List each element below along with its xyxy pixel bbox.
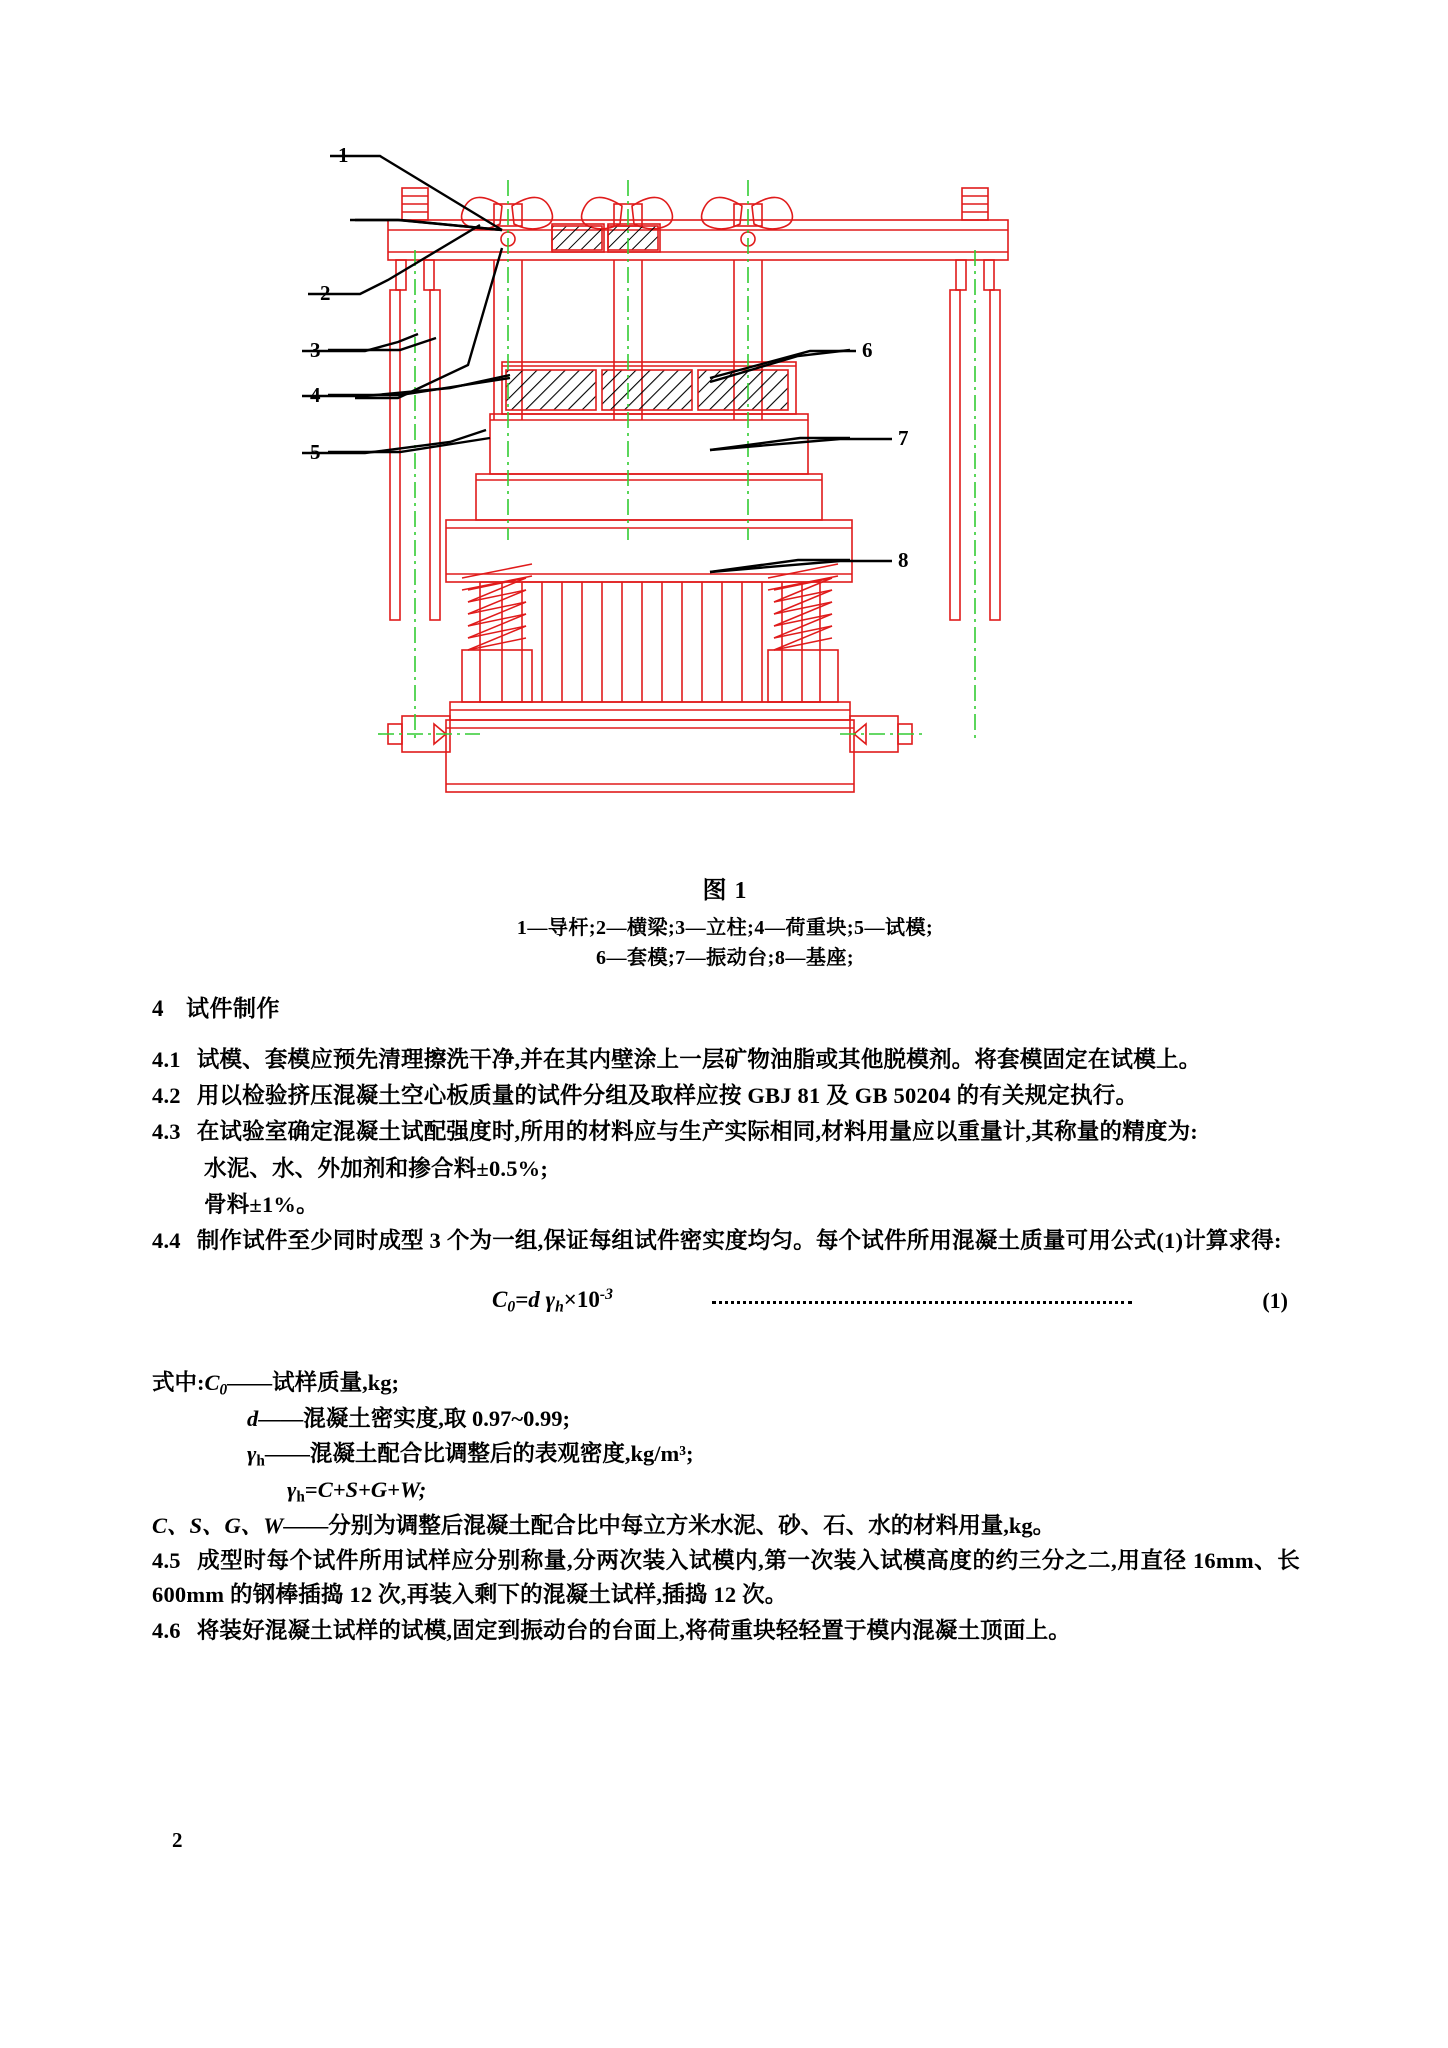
paragraph-number-4-3: 4.3 bbox=[152, 1119, 181, 1145]
figure-title: 图 1 bbox=[702, 878, 748, 904]
paragraph-4-5 bbox=[152, 1544, 1300, 1612]
definition-lead: 式中: bbox=[152, 1370, 205, 1396]
paragraph-text-4-3: 在试验室确定混凝土试配强度时,所用的材料应与生产实际相同,材料用量应以重量计,其称量的精度为: bbox=[196, 1119, 1199, 1145]
figure-legend-line-1: 1—导杆;2—横梁;3—立柱;4—荷重块;5—试模; bbox=[516, 917, 934, 939]
formula-symbol-c-sub: 0 bbox=[507, 1298, 516, 1316]
figure-caption bbox=[150, 870, 1300, 973]
paragraph-number-4-5: 4.5 bbox=[152, 1547, 181, 1573]
paragraph-4-4 bbox=[152, 1224, 1300, 1258]
definition-dash-d: —— bbox=[258, 1406, 304, 1432]
figure-callout-1: 1 bbox=[338, 143, 349, 167]
figure-callout-4: 4 bbox=[310, 383, 321, 407]
definition-symbol-d: d bbox=[247, 1406, 259, 1432]
formula-gamma-sub: h bbox=[555, 1298, 564, 1316]
paragraph-text-4-6: 将装好混凝土试样的试模,固定到振动台的台面上,将荷重块轻轻置于模内混凝土顶面上。 bbox=[196, 1618, 1071, 1644]
paragraph-text-4-4: 制作试件至少同时成型 3 个为一组,保证每组试件密实度均匀。每个试件所用混凝土质量可用公式(1)计算求得: bbox=[196, 1227, 1282, 1253]
page-number: 2 bbox=[172, 1828, 183, 1852]
section-heading bbox=[152, 990, 1300, 1023]
paragraph-4-3 bbox=[152, 1115, 1300, 1149]
paragraph-number-4-6: 4.6 bbox=[152, 1618, 181, 1644]
paragraph-text-4-5: 成型时每个试件所用试样应分别称量,分两次装入试模内,第一次装入试模高度的约三分之二,用直径 16mm、长 600mm 的钢棒插捣 12 次,再装入剩下的混凝土试样,插捣 12 次。 bbox=[152, 1547, 1300, 1608]
paragraph-4-1 bbox=[152, 1043, 1300, 1077]
definition-symbol-csgw: C、S、G、W bbox=[152, 1512, 284, 1538]
definition-symbol-gamma-2: γ bbox=[287, 1476, 297, 1502]
definition-desc-csgw: 分别为调整后混凝土配合比中每立方米水泥、砂、石、水的材料用量,kg。 bbox=[328, 1512, 1056, 1538]
definition-row-gamma bbox=[247, 1437, 1300, 1473]
definition-desc-c0: 试样质量,kg; bbox=[272, 1370, 400, 1396]
definition-symbol-gamma: γ bbox=[247, 1440, 257, 1466]
formula-tail: ×10 bbox=[563, 1287, 600, 1313]
paragraph-number-4-2: 4.2 bbox=[152, 1083, 181, 1109]
definition-eq-sign: = bbox=[304, 1476, 318, 1502]
document-body bbox=[152, 990, 1300, 1650]
figure-callout-5: 5 bbox=[310, 440, 321, 464]
definition-dash-c0: —— bbox=[227, 1370, 273, 1396]
paragraph-4-2 bbox=[152, 1079, 1300, 1113]
figure-callout-6: 6 bbox=[862, 338, 873, 362]
definition-desc-gamma: 混凝土配合比调整后的表观密度,kg/m³; bbox=[309, 1440, 694, 1466]
definition-row-csgw bbox=[152, 1509, 1300, 1544]
paragraph-number-4-4: 4.4 bbox=[152, 1227, 181, 1253]
paragraph-number-4-1: 4.1 bbox=[152, 1047, 181, 1072]
paragraph-text-4-1: 试模、套模应预先清理擦洗干净,并在其内壁涂上一层矿物油脂或其他脱模剂。将套模固定在试模上。 bbox=[196, 1047, 1202, 1072]
definition-row-gamma-expand bbox=[287, 1473, 1300, 1509]
definition-desc-gamma-expand: C+S+G+W; bbox=[317, 1476, 427, 1502]
bullet-item-2: 骨料±1%。 bbox=[204, 1191, 319, 1217]
formula-number: (1) bbox=[1262, 1288, 1288, 1314]
definition-symbol-c0: C bbox=[204, 1370, 220, 1396]
figure-vibration-table-apparatus bbox=[150, 120, 1300, 840]
formula-1-row bbox=[152, 1286, 1300, 1332]
definition-desc-d: 混凝土密实度,取 0.97~0.99; bbox=[303, 1406, 570, 1432]
definition-row-d bbox=[247, 1402, 1300, 1437]
figure-callout-2: 2 bbox=[320, 281, 331, 305]
bullet-item-1: 水泥、水、外加剂和掺合料±0.5%; bbox=[204, 1155, 549, 1181]
definition-symbol-gamma-2-sub: h bbox=[296, 1488, 305, 1506]
figure-legend-line-2: 6—套模;7—振动台;8—基座; bbox=[596, 947, 854, 969]
paragraph-4-6 bbox=[152, 1614, 1300, 1648]
definition-symbol-c0-sub: 0 bbox=[219, 1381, 228, 1399]
definition-symbol-gamma-sub: h bbox=[256, 1452, 265, 1470]
definition-dash-gamma: —— bbox=[264, 1440, 310, 1466]
section-number: 4 bbox=[152, 996, 164, 1021]
formula-exponent: -3 bbox=[599, 1286, 613, 1304]
formula-leader-dots bbox=[712, 1300, 1132, 1304]
figure-callout-7: 7 bbox=[898, 426, 909, 450]
definition-row-c0 bbox=[152, 1366, 1300, 1402]
formula-1-expression bbox=[492, 1286, 613, 1317]
formula-mid: =d γ bbox=[515, 1287, 556, 1313]
paragraph-text-4-2: 用以检验挤压混凝土空心板质量的试件分组及取样应按 GBJ 81 及 GB 50204 的有关规定执行。 bbox=[196, 1083, 1139, 1109]
figure-callout-3: 3 bbox=[310, 338, 321, 362]
symbol-definition-list bbox=[152, 1366, 1300, 1544]
formula-symbol-c: C bbox=[492, 1287, 508, 1313]
section-title: 试件制作 bbox=[186, 996, 280, 1021]
figure-callout-8: 8 bbox=[898, 548, 909, 572]
definition-dash-csgw: —— bbox=[283, 1512, 329, 1538]
